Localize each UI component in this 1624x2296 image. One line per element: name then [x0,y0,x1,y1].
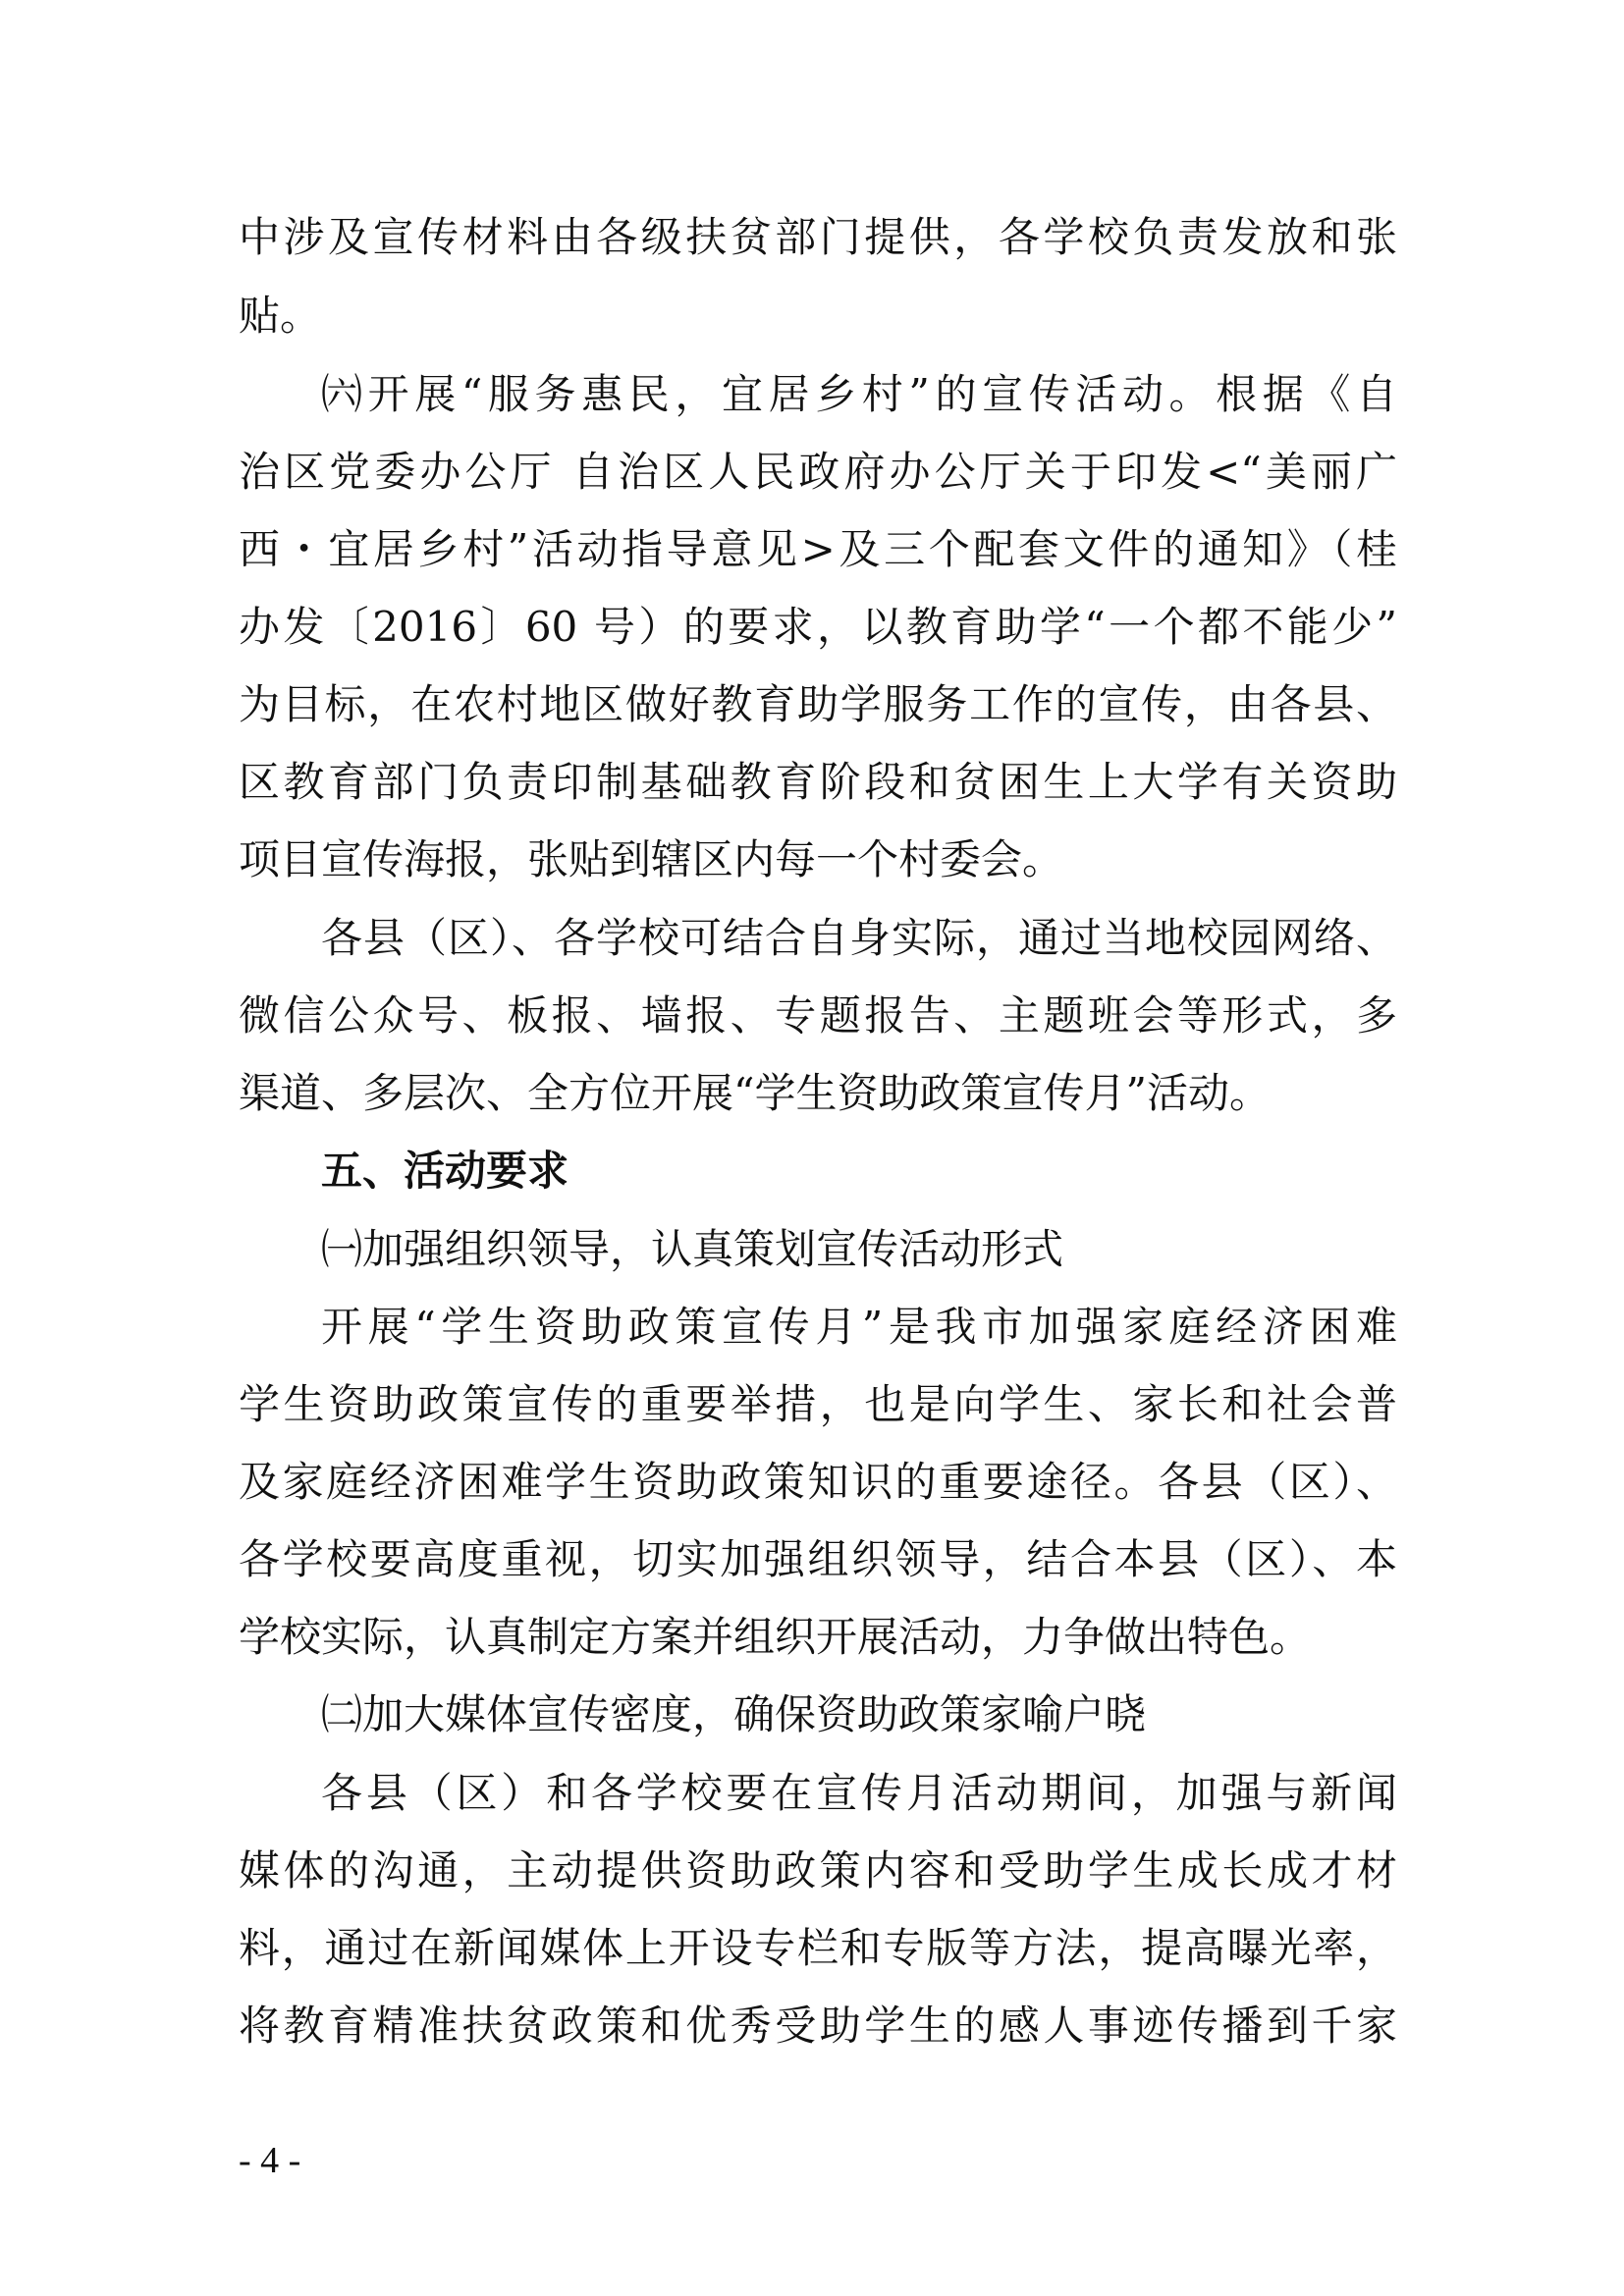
text-line-17: 及家庭经济困难学生资助政策知识的重要途径。各县（区）、 [239,1458,1397,1506]
text-line-24: 将教育精准扶贫政策和优秀受助学生的感人事迹传播到千家 [239,2002,1397,2050]
text-line-10: 各县（区）、各学校可结合自身实际，通过当地校园网络、 [321,914,1397,962]
text-line-12: 渠道、多层次、全方位开展“学生资助政策宣传月”活动。 [239,1069,1271,1117]
text-line-22: 媒体的沟通，主动提供资助政策内容和受助学生成长成才材 [239,1846,1397,1895]
text-line-9: 项目宣传海报，张贴到辖区内每一个村委会。 [239,835,1064,883]
text-line-7: 为目标，在农村地区做好教育助学服务工作的宣传，由各县、 [239,680,1397,728]
text-line-16: 学生资助政策宣传的重要举措，也是向学生、家长和社会普 [239,1380,1397,1428]
subheading-organization-leadership: ㈠加强组织领导，认真策划宣传活动形式 [321,1225,1064,1273]
text-line-3: ㈥开展“服务惠民，宜居乡村”的宣传活动。根据《自 [321,370,1397,418]
subheading-media-promotion: ㈡加大媒体宣传密度，确保资助政策家喻户晓 [321,1690,1147,1738]
page-number: - 4 - [239,2140,301,2181]
text-line-5: 西・宜居乡村”活动指导意见>及三个配套文件的通知》（桂 [239,525,1397,573]
text-line-8: 区教育部门负责印制基础教育阶段和贫困生上大学有关资助 [239,758,1397,806]
text-line-4: 治区党委办公厅 自治区人民政府办公厅关于印发<“美丽广 [239,448,1397,496]
text-line-15: 开展“学生资助政策宣传月”是我市加强家庭经济困难 [321,1303,1397,1351]
text-line-6: 办发〔2016〕60 号）的要求，以教育助学“一个都不能少” [239,603,1397,651]
section-heading-activity-requirements: 五、活动要求 [321,1147,569,1195]
text-line-1: 中涉及宣传材料由各级扶贫部门提供，各学校负责发放和张 [239,213,1397,261]
text-line-19: 学校实际，认真制定方案并组织开展活动，力争做出特色。 [239,1613,1312,1661]
text-line-18: 各学校要高度重视，切实加强组织领导，结合本县（区）、本 [239,1535,1397,1583]
text-line-11: 微信公众号、板报、墙报、专题报告、主题班会等形式，多 [239,991,1397,1040]
text-line-2: 贴。 [239,292,322,340]
text-line-23: 料，通过在新闻媒体上开设专栏和专版等方法，提高曝光率， [239,1924,1397,1972]
text-line-21: 各县（区）和各学校要在宣传月活动期间，加强与新闻 [321,1769,1397,1817]
